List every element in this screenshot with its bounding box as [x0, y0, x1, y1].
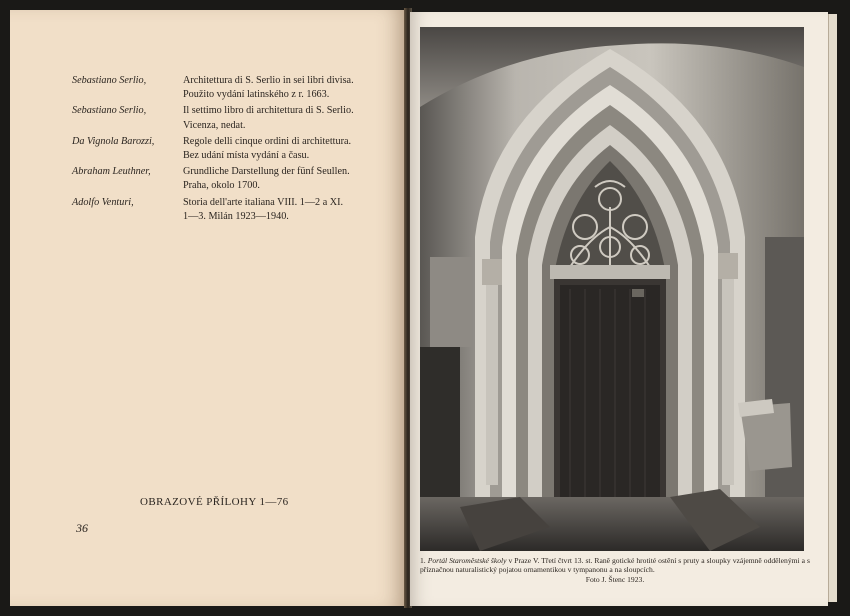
work-title: Architettura di S. Serlio in sei libri divisa. Použito vydání latinského z r. 1663.	[183, 75, 354, 101]
photo-credit: Foto J. Štenc 1923.	[585, 574, 645, 584]
photo-caption	[420, 556, 810, 584]
work-title: Storia dell'arte italiana VIII. 1—2 a XI. 1—3. Milán 1923—1940.	[183, 196, 344, 222]
portal-photograph	[420, 27, 804, 551]
author-name: Adolfo Venturi,	[72, 196, 134, 208]
author-name: Sebastiano Serlio,	[72, 75, 147, 86]
page-edges	[828, 14, 837, 602]
bibliography-entry	[72, 104, 354, 134]
work-title: Il settimo libro di architettura di S. Serlio. Vicenza, nedat.	[183, 105, 354, 131]
page-number: 36	[76, 521, 88, 535]
bibliography-entry	[72, 196, 354, 226]
author-name: Abraham Leuthner,	[72, 166, 151, 178]
author-name: Da Vignola Barozzi,	[72, 135, 155, 147]
caption-body: v Praze V. Třetí čtvrt 13. st. Raně gotické hrotité ostění s pruty a sloupky vzájemně oddělenými a s příznačnou naturalistický pojatou ornamentikou v tympanonu a na sloupcích.	[420, 556, 810, 575]
plates-heading: OBRAZOVÉ PŘÍLOHY 1—76	[140, 496, 289, 508]
work-title: Grundliche Darstellung der fünf Seullen. Praha, okolo 1700.	[183, 166, 350, 192]
caption-number: 1.	[420, 556, 426, 565]
caption-title: Portál Staroměstské školy	[427, 556, 507, 565]
bibliography-entry	[72, 74, 354, 104]
author-name: Sebastiano Serlio,	[72, 105, 147, 117]
bibliography-list	[72, 74, 354, 226]
bibliography-entry	[72, 165, 354, 195]
bibliography-entry	[72, 135, 354, 165]
work-title: Regole delli cinque ordini di architettura. Bez udání místa vydání a času.	[183, 135, 352, 162]
